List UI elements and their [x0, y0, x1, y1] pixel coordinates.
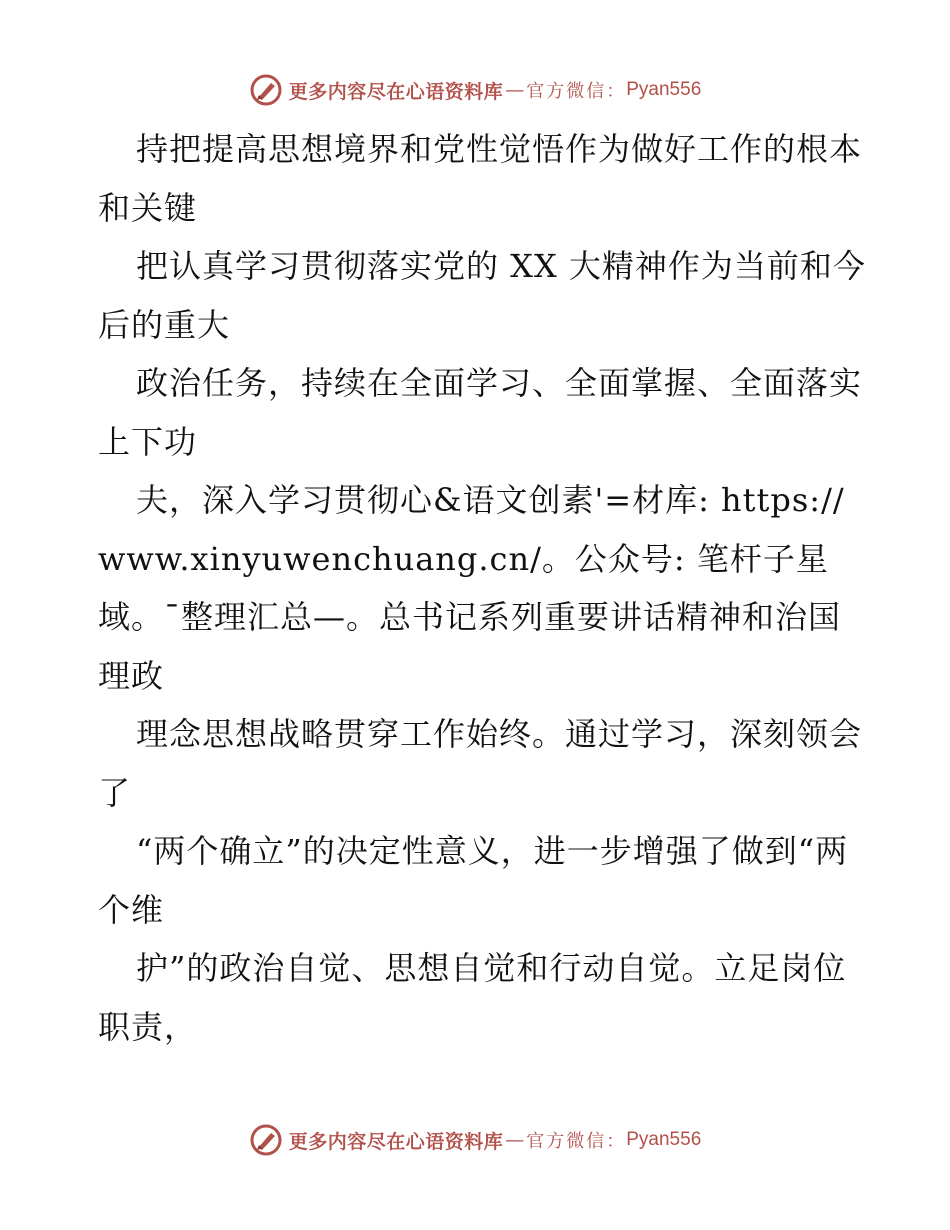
banner-separator: —: [505, 79, 525, 101]
paragraph-6: “两个确立”的决定性意义，进一步增强了做到“两个维: [98, 832, 849, 929]
banner-wechat-id: Pyan556: [626, 79, 702, 100]
paragraph-3: 政治任务，持续在全面学习、全面掌握、全面落实上下功: [98, 364, 863, 461]
logo-icon: [249, 1123, 283, 1157]
paragraph-2: 把认真学习贯彻落实党的 XX 大精神作为当前和今后的重大: [98, 247, 866, 344]
banner-wechat-label: 官方微信：: [526, 81, 627, 102]
banner-site-name: 更多内容尽在心语资料库: [288, 1130, 504, 1153]
banner-separator: —: [505, 1129, 525, 1151]
footer-banner: [0, 1120, 950, 1160]
paragraph-7: 护”的政治自觉、思想自觉和行动自觉。立足岗位职责，: [98, 949, 847, 1046]
banner-site-name: 更多内容尽在心语资料库: [288, 80, 504, 103]
banner-wechat-label: 官方微信：: [526, 1131, 627, 1152]
header-banner: [0, 70, 950, 110]
paragraph-1: 持把提高思想境界和党性觉悟作为做好工作的根本和关键: [98, 130, 863, 227]
logo-icon: [249, 73, 283, 107]
banner-wechat-id: Pyan556: [626, 1129, 702, 1150]
document-body: [98, 120, 868, 1056]
paragraph-5: 理念思想战略贯穿工作始终。通过学习，深刻领会了: [98, 715, 863, 812]
paragraph-4: 夫，深入学习贯彻心&语文创素'=材库: https://www.xinyuwenchuang.cn/。公众号: 笔杆子星域。¯整理汇总—。总书记系列重要讲话精神和治国理政: [98, 481, 845, 695]
